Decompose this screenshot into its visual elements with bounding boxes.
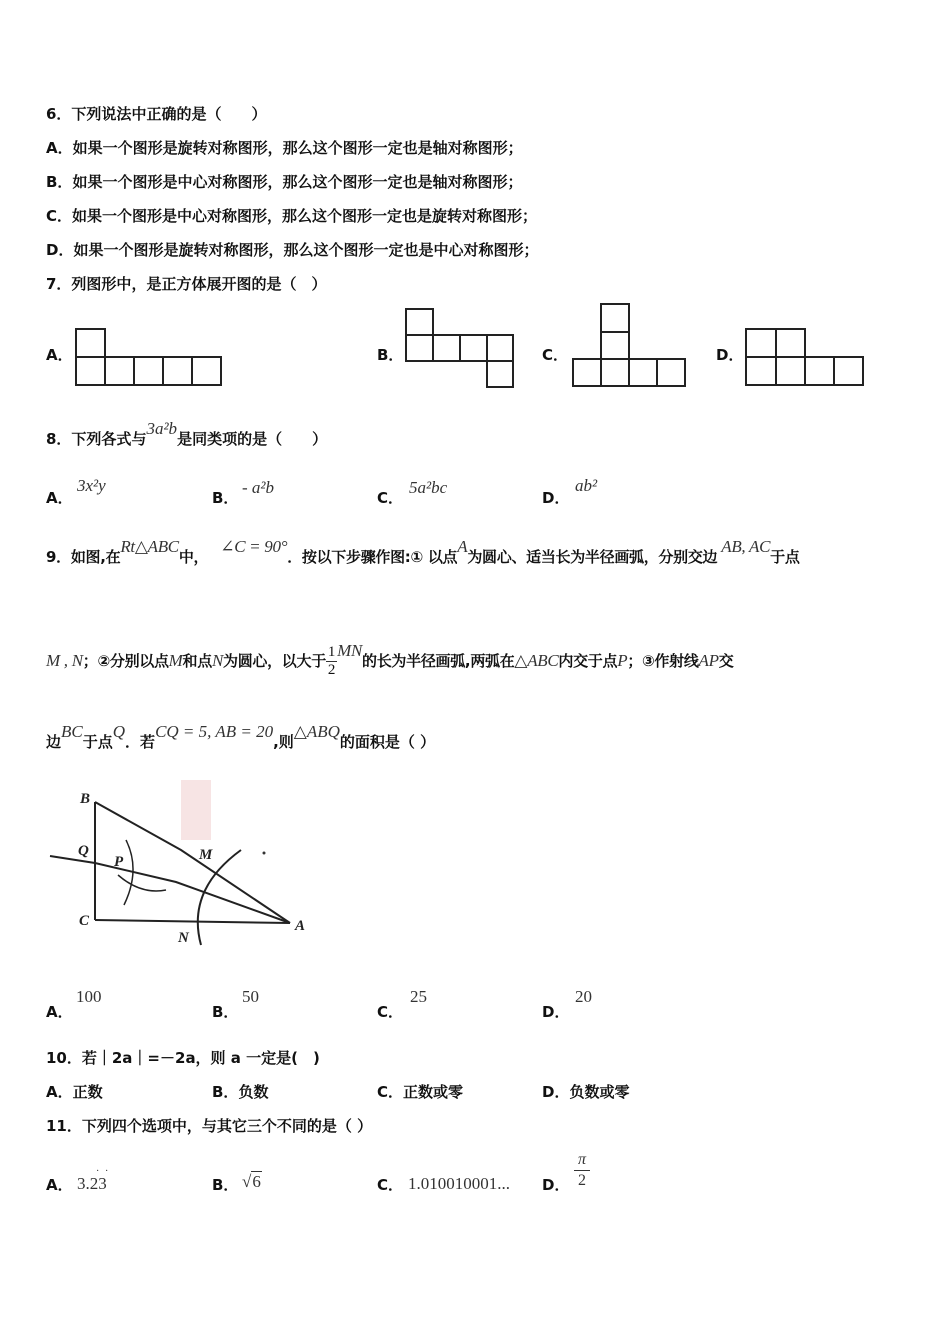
option-text: 如果一个图形是旋转对称图形，那么这个图形一定也是中心对称图形； [73, 241, 539, 259]
q10-option-c[interactable] [377, 1081, 463, 1102]
option-text: 如果一个图形是中心对称图形，那么这个图形一定也是旋转对称图形； [72, 207, 538, 225]
q9-expr: A [457, 537, 468, 556]
q9-line-3 [46, 722, 436, 752]
q9-option-b-label[interactable]: B． [212, 1003, 239, 1021]
q11-option-a-value [77, 1166, 109, 1194]
q10-option-d[interactable] [542, 1081, 629, 1102]
option-letter: B． [212, 1083, 239, 1101]
q8-option-a-label[interactable]: A． [46, 489, 73, 507]
q11-option-d-label[interactable]: D． [542, 1176, 570, 1194]
q8-stem-text: 8．下列各式与 [46, 430, 147, 448]
q6-option-a[interactable] [46, 137, 523, 158]
q9-text: ．按以下步骤作图:① 以点 [287, 548, 458, 566]
q9-expr: △ABQ [293, 722, 340, 741]
q7-option-d-label[interactable]: D． [716, 346, 744, 364]
label-p: P [114, 854, 124, 870]
q11-option-d-value [574, 1150, 590, 1191]
q9-text: 的面积是（ ） [339, 733, 436, 751]
q8-stem-text: 是同类项的是（ ） [177, 430, 328, 448]
label-c: C [79, 913, 90, 929]
option-text: 负数或零 [569, 1083, 630, 1101]
q8-option-a-value: 3x²y [77, 476, 106, 495]
q9-text: 于点 [82, 733, 113, 751]
label-b: B [80, 791, 91, 807]
q8-stem-expression: 3a²b [146, 419, 178, 438]
repeat-dot-mark: · [105, 1166, 109, 1177]
q9-expr: MN [337, 641, 363, 660]
q8-option-d-label[interactable]: D． [542, 489, 570, 507]
label-a: A [295, 918, 306, 934]
q7-stem: 7．列图形中，是正方体展开图的是（ ） [46, 275, 327, 293]
q6-option-d[interactable] [46, 239, 538, 260]
q9-text: 中， [178, 548, 209, 566]
q6-option-c[interactable] [46, 205, 537, 226]
q7-option-c-label[interactable]: C． [542, 346, 569, 364]
q6-stem: 6．下列说法中正确的是（ ） [46, 105, 267, 123]
q9-option-a-label[interactable]: A． [46, 1003, 73, 1021]
q8-option-d-value: ab² [575, 476, 598, 495]
q9-expr: M [168, 651, 183, 670]
cube-net-d [743, 326, 867, 388]
q11-stem: 11．下列四个选项中，与其它三个不同的是（ ） [46, 1117, 373, 1135]
q8-option-b-label[interactable]: B． [212, 489, 239, 507]
q11-option-a-label[interactable]: A． [46, 1176, 73, 1194]
q9-line-1 [46, 537, 800, 567]
label-q: Q [78, 843, 89, 859]
option-text: 负数 [238, 1083, 269, 1101]
q9-expr: BC [61, 722, 83, 741]
repeating-decimal: 3.23 [77, 1174, 107, 1193]
q10-stem: 10．若｜2a｜=－2a，则 a 一定是( ) [46, 1049, 320, 1067]
option-letter: C． [377, 1083, 404, 1101]
one-half-fraction [326, 644, 337, 679]
q7-option-a-label[interactable]: A． [46, 346, 73, 364]
option-text: 如果一个图形是旋转对称图形，那么这个图形一定也是轴对称图形； [72, 139, 523, 157]
q9-expr: △ABC [514, 651, 559, 670]
label-m: M [199, 847, 213, 863]
q9-text: 内交于点 [558, 652, 618, 670]
q9-option-c-value: 25 [410, 987, 427, 1006]
q9-text: ；②分别以点 [82, 652, 169, 670]
q9-expr: P [617, 651, 628, 670]
q8-stem [46, 419, 328, 449]
q8-option-b-value: - a²b [242, 478, 275, 497]
label-n: N [178, 930, 189, 946]
q9-option-d-label[interactable]: D． [542, 1003, 570, 1021]
q9-expr: ∠C = 90° [220, 537, 288, 556]
q9-text: 交 [718, 652, 734, 670]
q8-option-c-label[interactable]: C． [377, 489, 404, 507]
sqrt-icon: √ [242, 1172, 252, 1191]
triangle-construction-figure [46, 780, 316, 950]
q9-text: 为圆心、适当长为半径画弧，分别交边 [467, 548, 718, 566]
q9-line-2 [46, 641, 734, 679]
q11-option-c-value: 1.010010001... [408, 1174, 510, 1193]
q9-expr: M , N [46, 651, 83, 670]
side-ca [95, 920, 290, 923]
q6-option-b[interactable] [46, 171, 522, 192]
option-text: 正数 [72, 1083, 103, 1101]
q9-text: 和点 [182, 652, 212, 670]
q9-text: 为圆心，以大于 [223, 652, 326, 670]
option-text: 正数或零 [403, 1083, 464, 1101]
q8-option-c-value: 5a²bc [409, 478, 448, 497]
cube-net-c [570, 301, 688, 389]
q11-option-b-value [242, 1172, 262, 1192]
option-letter: D． [542, 1083, 570, 1101]
q9-option-b-value: 50 [242, 987, 259, 1006]
q10-option-a[interactable] [46, 1081, 103, 1102]
option-letter: A． [46, 1083, 73, 1101]
fraction-numerator: 1 [327, 644, 336, 660]
fraction-denominator: 2 [327, 662, 336, 678]
q9-expr: N [211, 651, 223, 670]
q10-option-b[interactable] [212, 1081, 268, 1102]
q9-option-a-value: 100 [76, 987, 102, 1006]
option-text: 如果一个图形是中心对称图形，那么这个图形一定也是轴对称图形； [72, 173, 523, 191]
cube-net-a [74, 326, 224, 388]
option-letter: B． [46, 173, 73, 191]
q9-text: 边 [46, 733, 62, 751]
radicand: 6 [252, 1172, 261, 1191]
fraction-denominator: 2 [578, 1172, 586, 1189]
q9-expr: AB, AC [721, 537, 771, 556]
q7-option-b-label[interactable]: B． [377, 346, 404, 364]
q9-expr: Rt△ABC [120, 537, 179, 556]
q9-text: 的长为半径画弧,两弧在 [362, 652, 515, 670]
q9-expr: Q [112, 722, 126, 741]
q9-expr: CQ = 5, AB = 20 [155, 722, 274, 741]
q9-text: 9．如图,在 [46, 548, 121, 566]
repeat-dot-mark: · [96, 1166, 100, 1177]
option-letter: D． [46, 241, 74, 259]
q11-option-b-label[interactable]: B． [212, 1176, 239, 1194]
q9-text: ．若 [125, 733, 156, 751]
q9-text: 于点 [770, 548, 800, 566]
q11-option-c-label[interactable]: C． [377, 1176, 404, 1194]
q9-expr: AP [698, 651, 719, 670]
scan-stain [181, 780, 211, 840]
q9-option-d-value: 20 [575, 987, 592, 1006]
option-letter: A． [46, 139, 73, 157]
q9-text: ,则 [273, 733, 294, 751]
cube-net-b [404, 306, 516, 390]
q9-option-c-label[interactable]: C． [377, 1003, 404, 1021]
option-letter: C． [46, 207, 73, 225]
fraction-numerator: π [574, 1150, 590, 1171]
q9-text: ；③作射线 [627, 652, 699, 670]
